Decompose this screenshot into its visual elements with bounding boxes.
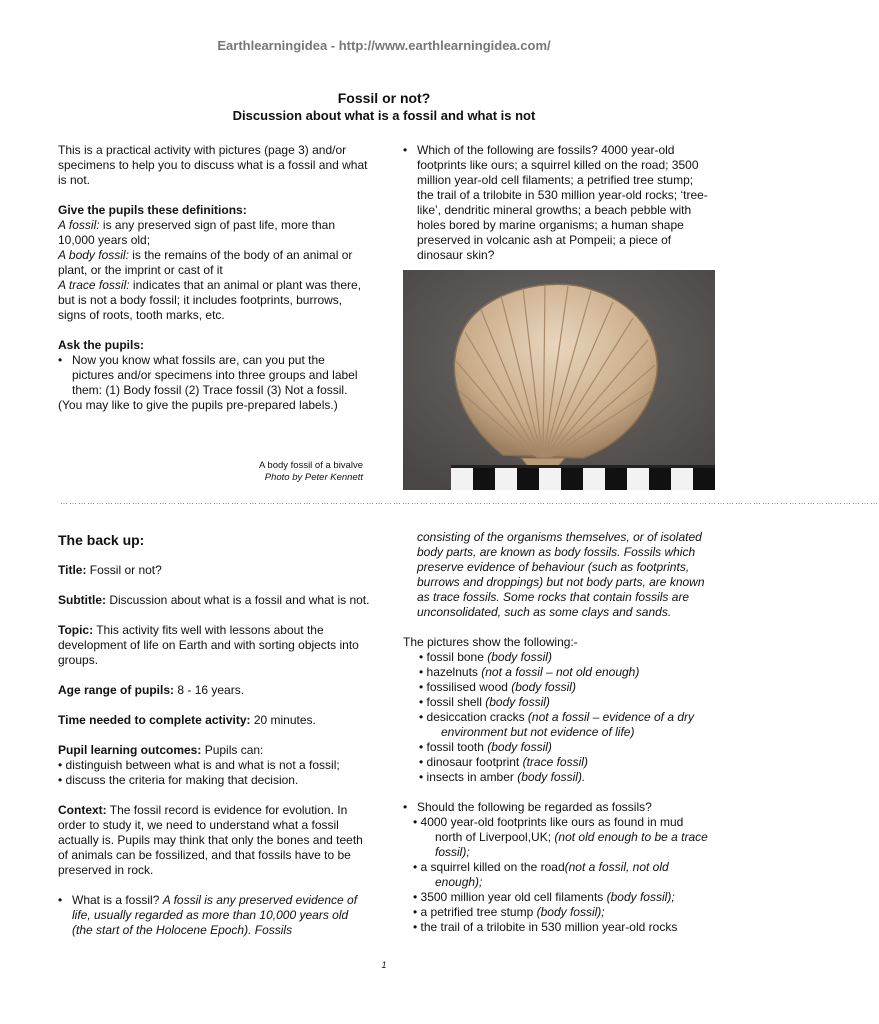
- fossil-definition-continued: consisting of the organisms themselves, or of isolated body parts, are known as body fossils. Fossils which preserve evidence of behaviour (such as footprints, burrows and droppings) but not body parts, are known as trace fossils. Some rocks that contain fossils are unconsolidated, such as some clays and sands.: [417, 530, 705, 619]
- should-question-bullet: • Should the following be regarded as fossils?: [403, 800, 652, 814]
- intro-paragraph: This is a practical activity with pictures (page 3) and/or specimens to help you to discuss what is a fossil and what is not.: [58, 143, 368, 187]
- list-item: • 3500 million year old cell filaments (body fossil);: [413, 890, 675, 904]
- outcome-item: • discuss the criteria for making that decision.: [58, 773, 299, 787]
- list-item: • desiccation cracks (not a fossil – evidence of a dry environment but not evidence of life): [419, 710, 695, 739]
- backup-time: Time needed to complete activity: 20 minutes.: [58, 713, 316, 727]
- backup-topic: Topic: This activity fits well with lessons about the development of life on Earth and with sorting objects into groups.: [58, 623, 359, 667]
- backup-left-column: [58, 563, 370, 938]
- definition-trace-fossil: A trace fossil: indicates that an animal or plant was there, but is not a body fossil; it includes footprints, burrows, signs of roots, tooth marks, etc.: [58, 278, 362, 322]
- definition-body-fossil: A body fossil: is the remains of the body of an animal or plant, or the imprint or cast of it: [58, 248, 353, 277]
- definitions-heading: Give the pupils these definitions:: [58, 203, 247, 217]
- list-item: • hazelnuts (not a fossil – not old enough): [419, 665, 640, 679]
- pictures-intro: The pictures show the following:-: [403, 635, 578, 649]
- backup-age-range: Age range of pupils: 8 - 16 years.: [58, 683, 245, 697]
- list-item: • fossilised wood (body fossil): [419, 680, 576, 694]
- list-item: • fossil shell (body fossil): [419, 695, 550, 709]
- page-header: Earthlearningidea - http://www.earthlearningidea.com/: [217, 38, 551, 53]
- should-list: [403, 815, 713, 935]
- list-item: • fossil bone (body fossil): [419, 650, 552, 664]
- backup-context: Context: The fossil record is evidence for evolution. In order to study it, we need to understand what a fossil actually is. Pupils may think that only the bones and teeth of animals can be fossilized, and that fossils have to be preserved in rock.: [58, 803, 363, 877]
- list-item: • a squirrel killed on the road(not a fossil, not old enough);: [413, 860, 669, 889]
- list-item: • fossil tooth (body fossil): [419, 740, 552, 754]
- page-number: 1: [381, 960, 387, 970]
- section-divider: …………………………………………………………………………………………………………………………………………………………………………………………………………………………………………………: [60, 497, 879, 506]
- list-item: • the trail of a trilobite in 530 million year-old rocks: [413, 920, 678, 934]
- photo-caption: A body fossil of a bivalve Photo by Peter Kennett: [258, 460, 363, 483]
- list-item: • 4000 year-old footprints like ours as found in mud north of Liverpool,UK; (not old enough to be a trace fossil);: [413, 815, 708, 859]
- ask-bullet: • Now you know what fossils are, can you put the pictures and/or specimens into three groups and label them: (1) Body fossil (2) Trace fossil (3) Not a fossil.: [58, 353, 358, 397]
- ask-note: (You may like to give the pupils pre-prepared labels.): [58, 398, 338, 412]
- doc-title: Fossil or not?: [337, 90, 431, 106]
- definition-fossil: A fossil: is any preserved sign of past life, more than 10,000 years old;: [58, 218, 336, 247]
- outcome-item: • distinguish between what is and what is not a fossil;: [58, 758, 340, 772]
- backup-subtitle: Subtitle: Discussion about what is a fossil and what is not.: [58, 593, 370, 607]
- pictures-list: [403, 650, 713, 785]
- backup-outcomes: Pupil learning outcomes: Pupils can:: [58, 743, 264, 757]
- list-item: • insects in amber (body fossil).: [419, 770, 586, 784]
- bivalve-shell-image: [403, 270, 715, 490]
- list-item: • dinosaur footprint (trace fossil): [419, 755, 588, 769]
- list-item: • a petrified tree stump (body fossil);: [413, 905, 605, 919]
- backup-heading: The back up:: [58, 532, 145, 548]
- bivalve-photo: [403, 270, 715, 490]
- doc-subtitle: Discussion about what is a fossil and what is not: [232, 108, 536, 123]
- left-top-column: [58, 143, 368, 413]
- right-top-column: [403, 143, 713, 263]
- backup-right-column: [403, 530, 713, 935]
- backup-title: Title: Fossil or not?: [58, 563, 162, 577]
- ask-heading: Ask the pupils:: [58, 338, 145, 352]
- what-is-fossil-bullet: • What is a fossil? A fossil is any preserved evidence of life, usually regarded as more than 10,000 years old (the start of the Holocene Epoch). Fossils: [58, 893, 358, 937]
- fossil-question-bullet: • Which of the following are fossils? 4000 year-old footprints like ours; a squirrel killed on the road; 3500 million year-old cell filaments; a petrified tree stump; the trail of a trilobite in 530 million year-old rocks; ‘tree-like’, dendritic mineral growths; a beach pebble with holes bored by marine organisms; a human shape preserved in volcanic ash at Pompeii; a piece of dinosaur skin?: [403, 143, 708, 262]
